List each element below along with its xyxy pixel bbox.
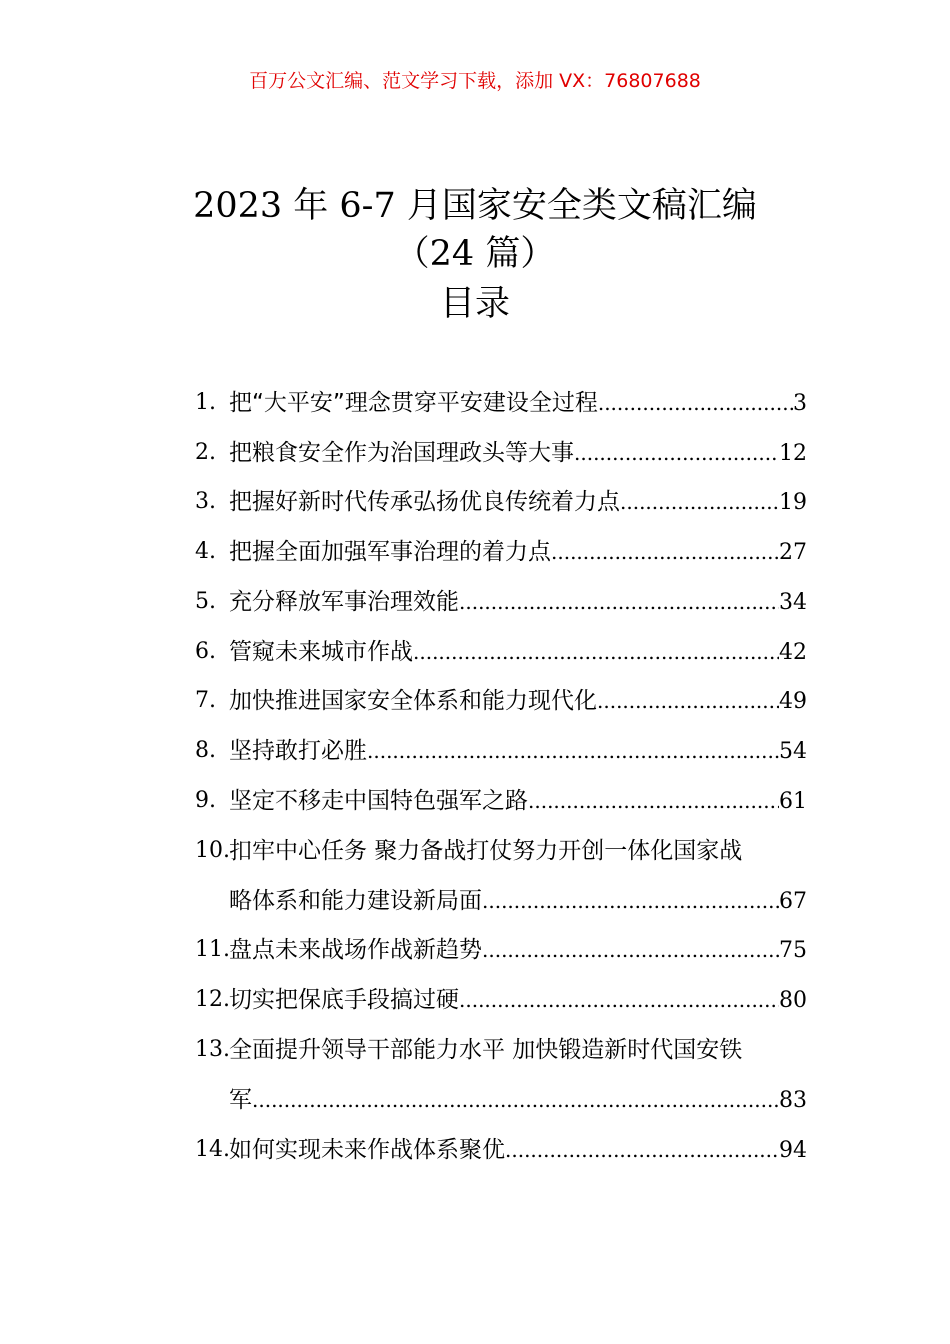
toc-entry-title-line1: 全面提升领导干部能力水平 加快锻造新时代国安铁: [229, 1037, 743, 1063]
toc-leader-dots: [597, 684, 779, 718]
toc-entry[interactable]: [195, 585, 807, 619]
toc-entry[interactable]: [195, 933, 807, 967]
toc-entry-page: 42: [779, 640, 807, 665]
toc-entry-page: 94: [779, 1138, 807, 1163]
document-subtitle-count: （24 篇）: [394, 234, 556, 274]
toc-entry-title: 把“大平安”理念贯穿平安建设全过程: [229, 390, 598, 416]
toc-entry-page: 80: [779, 988, 807, 1013]
toc-leader-dots: [528, 784, 779, 818]
toc-entry-continuation[interactable]: [195, 884, 807, 918]
toc-entry-title-line1: 扣牢中心任务 聚力备战打仗努力开创一体化国家战: [229, 838, 743, 864]
toc-leader-dots: [482, 884, 779, 918]
toc-entry-continuation[interactable]: [195, 1083, 807, 1117]
toc-entry[interactable]: [195, 635, 807, 669]
toc-entry-number: 2.: [195, 440, 216, 465]
toc-entry-title: 盘点未来战场作战新趋势: [229, 937, 482, 963]
toc-entry-page: 49: [779, 689, 807, 714]
toc-entry[interactable]: [195, 983, 807, 1017]
toc-entry-number: 11.: [195, 937, 230, 962]
toc-entry-page: 54: [779, 739, 807, 764]
toc-entry-title: 加快推进国家安全体系和能力现代化: [229, 688, 597, 714]
toc-entry-number: 14.: [195, 1137, 230, 1162]
toc-entry-title: 管窥未来城市作战: [229, 639, 413, 665]
toc-leader-dots: [620, 485, 779, 519]
toc-entry[interactable]: [195, 485, 807, 519]
toc-leader-dots: [598, 386, 793, 420]
toc-entry-number: 6.: [195, 639, 216, 664]
toc-entry-number: 4.: [195, 539, 216, 564]
toc-entry-title: 坚定不移走中国特色强军之路: [229, 788, 528, 814]
toc-entry-page: 27: [779, 540, 807, 565]
toc-leader-dots: [459, 983, 779, 1017]
toc-entry-title: 充分释放军事治理效能: [229, 589, 459, 615]
toc-entry[interactable]: [195, 734, 807, 768]
toc-leader-dots: [505, 1133, 779, 1167]
toc-entry-number: 9.: [195, 788, 216, 813]
toc-leader-dots: [413, 635, 779, 669]
toc-entry-number: 8.: [195, 738, 216, 763]
toc-entry-page: 34: [779, 590, 807, 615]
toc-leader-dots: [574, 436, 779, 470]
toc-entry-page: 3: [793, 391, 807, 416]
toc-leader-dots: [459, 585, 779, 619]
toc-entry-number: 10.: [195, 838, 230, 863]
toc-heading: 目录: [439, 284, 510, 324]
toc-entry[interactable]: [195, 1133, 807, 1167]
toc-entry-title: 切实把保底手段搞过硬: [229, 987, 459, 1013]
toc-entry-title: 把握好新时代传承弘扬优良传统着力点: [229, 489, 620, 515]
toc-entry[interactable]: [195, 535, 807, 569]
toc-entry-page: 83: [779, 1088, 807, 1113]
toc-entry-number: 12.: [195, 987, 230, 1012]
toc-entry-title: 把粮食安全作为治国理政头等大事: [229, 440, 574, 466]
toc-entry[interactable]: [195, 436, 807, 470]
toc-entry-page: 75: [779, 938, 807, 963]
toc-entry-number: 7.: [195, 688, 216, 713]
toc-entry-page: 61: [779, 789, 807, 814]
toc-leader-dots: [551, 535, 779, 569]
toc-entry[interactable]: [195, 784, 807, 818]
toc-entry-title-line2: 军: [229, 1087, 252, 1113]
toc-entry-number: 3.: [195, 489, 216, 514]
toc-entry-title: 如何实现未来作战体系聚优: [229, 1137, 505, 1163]
toc-entry[interactable]: [195, 1033, 807, 1067]
toc-entry-number: 5.: [195, 589, 216, 614]
toc-entry[interactable]: [195, 834, 807, 868]
toc-entry-page: 12: [779, 441, 807, 466]
toc-entry[interactable]: [195, 386, 807, 420]
toc-entry-title: 坚持敢打必胜: [229, 738, 367, 764]
toc-entry-page: 19: [779, 490, 807, 515]
toc-entry-page: 67: [779, 889, 807, 914]
toc-entry-title: 把握全面加强军事治理的着力点: [229, 539, 551, 565]
toc-entry[interactable]: [195, 684, 807, 718]
toc-leader-dots: [252, 1083, 779, 1117]
toc-entry-number: 13.: [195, 1037, 230, 1062]
toc-leader-dots: [482, 933, 779, 967]
toc-entry-number: 1.: [195, 390, 216, 415]
toc-entry-title-line2: 略体系和能力建设新局面: [229, 888, 482, 914]
document-title: 2023 年 6-7 月国家安全类文稿汇编: [193, 186, 757, 226]
toc-leader-dots: [367, 734, 779, 768]
header-note: 百万公文汇编、范文学习下载，添加 VX：76807688: [249, 70, 701, 92]
